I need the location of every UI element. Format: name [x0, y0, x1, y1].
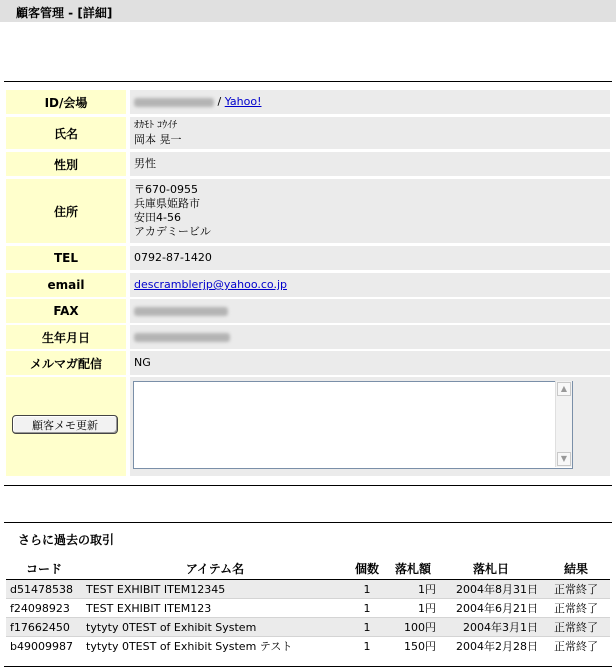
name-label: 氏名 [6, 117, 126, 149]
row-memo [6, 377, 610, 476]
cell-quantity: 1 [348, 599, 386, 618]
cell-item-name: TEST EXHIBIT ITEM123 [82, 599, 348, 618]
page-title: 顧客管理 - [詳細] [16, 6, 113, 20]
id-redacted [134, 98, 214, 107]
gender-label: 性別 [6, 152, 126, 176]
cell-result: 正常終了 [542, 637, 610, 656]
cell-price: 150円 [386, 637, 440, 656]
address-label: 住所 [6, 179, 126, 243]
fax-label: FAX [6, 299, 126, 323]
name-kana: ｵｶﾓﾄ ｺｳｲﾁ [134, 120, 178, 131]
name-kanji: 岡本 晃一 [134, 133, 182, 146]
cell-quantity: 1 [348, 637, 386, 656]
cell-item-name: TEST EXHIBIT ITEM12345 [82, 580, 348, 599]
table-row [6, 637, 610, 656]
history-title: さらに過去の取引 [18, 533, 115, 547]
address-line-2: 安田4-56 [134, 211, 181, 224]
cell-date: 2004年3月1日 [440, 618, 542, 637]
fax-value [130, 299, 610, 323]
cell-code: f24098923 [6, 599, 82, 618]
col-quantity: 個数 [348, 557, 386, 580]
col-price: 落札額 [386, 557, 440, 580]
history-table [6, 557, 610, 655]
cell-code: b49009987 [6, 637, 82, 656]
col-date: 落札日 [440, 557, 542, 580]
memo-label-cell [6, 377, 126, 476]
id-separator: / [214, 95, 225, 108]
scroll-down-icon[interactable]: ▼ [557, 452, 571, 466]
cell-price: 100円 [386, 618, 440, 637]
tel-label: TEL [6, 246, 126, 270]
gender-value: 男性 [130, 152, 610, 176]
mailmag-label: メルマガ配信 [6, 351, 126, 375]
address-value [130, 179, 610, 243]
row-mailmag [6, 351, 610, 375]
history-header-row [6, 557, 610, 580]
cell-code: d51478538 [6, 580, 82, 599]
cell-item-name: tytyty 0TEST of Exhibit System [82, 618, 348, 637]
table-row [6, 599, 610, 618]
scroll-up-icon[interactable]: ▲ [557, 382, 571, 396]
cell-result: 正常終了 [542, 618, 610, 637]
row-address [6, 179, 610, 243]
row-gender [6, 152, 610, 176]
divider-middle [4, 485, 612, 486]
row-tel [6, 246, 610, 270]
birthday-redacted [134, 333, 230, 342]
email-value [130, 273, 610, 297]
cell-result: 正常終了 [542, 599, 610, 618]
title-bar [0, 0, 616, 22]
name-value [130, 117, 610, 149]
row-name [6, 117, 610, 149]
table-row [6, 618, 610, 637]
row-fax [6, 299, 610, 323]
email-link[interactable]: descramblerjp@yahoo.co.jp [134, 278, 287, 291]
row-email [6, 273, 610, 297]
cell-code: f17662450 [6, 618, 82, 637]
address-line-3: アカデミービル [134, 225, 211, 238]
mailmag-value: NG [130, 351, 610, 375]
birthday-label: 生年月日 [6, 325, 126, 349]
cell-date: 2004年6月21日 [440, 599, 542, 618]
update-memo-button[interactable]: 顧客メモ更新 [12, 415, 118, 434]
id-value [130, 90, 610, 114]
table-row [6, 580, 610, 599]
memo-textarea[interactable] [133, 381, 573, 469]
cell-quantity: 1 [348, 618, 386, 637]
address-postal: 〒670-0955 [134, 183, 198, 196]
cell-price: 1円 [386, 580, 440, 599]
cell-price: 1円 [386, 599, 440, 618]
cell-date: 2004年2月28日 [440, 637, 542, 656]
fax-redacted [134, 307, 228, 316]
divider-top [4, 81, 612, 82]
cell-date: 2004年8月31日 [440, 580, 542, 599]
venue-link[interactable]: Yahoo! [224, 95, 262, 108]
memo-scrollbar[interactable] [555, 381, 572, 467]
divider-history [4, 522, 612, 523]
cell-item-name: tytyty 0TEST of Exhibit System テスト [82, 637, 348, 656]
col-result: 結果 [542, 557, 610, 580]
divider-bottom [4, 666, 612, 667]
email-label: email [6, 273, 126, 297]
cell-quantity: 1 [348, 580, 386, 599]
address-line-1: 兵庫県姫路市 [134, 197, 200, 210]
col-code: コード [6, 557, 82, 580]
birthday-value [130, 325, 610, 349]
row-id [6, 90, 610, 114]
row-birthday [6, 325, 610, 349]
col-item-name: アイテム名 [82, 557, 348, 580]
tel-value: 0792-87-1420 [130, 246, 610, 270]
cell-result: 正常終了 [542, 580, 610, 599]
id-label: ID/会場 [6, 90, 126, 114]
